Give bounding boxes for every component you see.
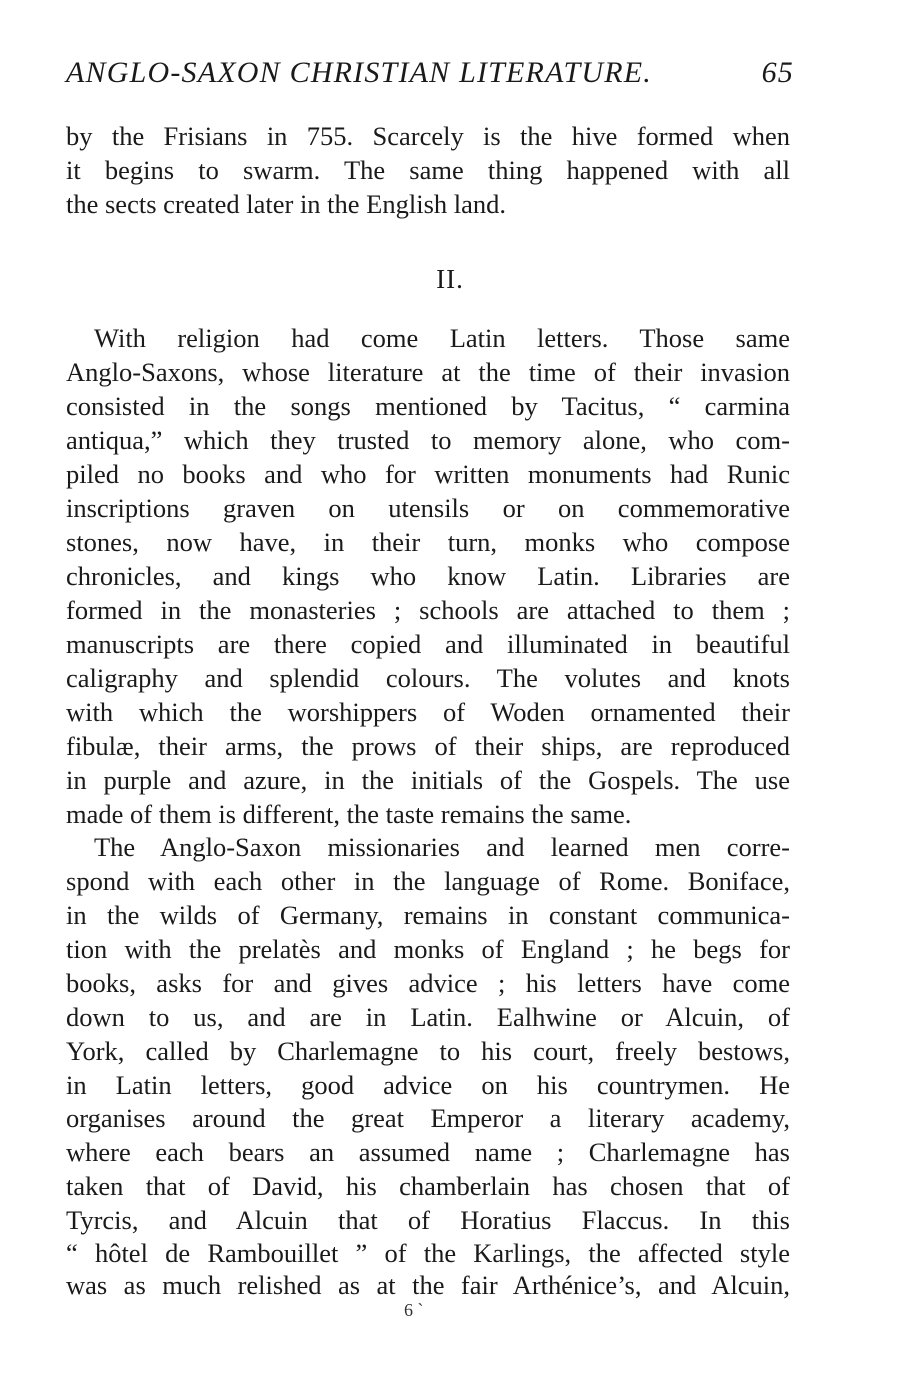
text-line: tion with the prelatès and monks of England ; he begs for xyxy=(66,934,790,964)
text-line: spond with each other in the language of Rome. Boniface, xyxy=(66,866,790,896)
text-line: chronicles, and kings who know Latin. Libraries are xyxy=(66,561,790,591)
page-number: 65 xyxy=(761,56,794,89)
text-line: The Anglo-Saxon missionaries and learned men corre- xyxy=(94,832,790,862)
text-line: Tyrcis, and Alcuin that of Horatius Flaccus. In this xyxy=(66,1205,790,1235)
text-line: inscriptions graven on utensils or on commemorative xyxy=(66,493,790,523)
section-heading: II. xyxy=(436,264,464,294)
text-line: was as much relished as at the fair Arthénice’s, and Alcuin, xyxy=(66,1270,790,1300)
text-line: in purple and azure, in the initials of the Gospels. The use xyxy=(66,765,790,795)
text-line: stones, now have, in their turn, monks who compose xyxy=(66,527,790,557)
text-line: consisted in the songs mentioned by Tacitus, “ carmina xyxy=(66,391,790,421)
text-line: in Latin letters, good advice on his countrymen. He xyxy=(66,1070,790,1100)
text-line: “ hôtel de Rambouillet ” of the Karlings, the affected style xyxy=(66,1238,790,1268)
text-line: books, asks for and gives advice ; his letters have come xyxy=(66,968,790,998)
text-line: antiqua,” which they trusted to memory alone, who com- xyxy=(66,425,790,455)
text-line: the sects created later in the English land. xyxy=(66,189,507,219)
text-line: caligraphy and splendid colours. The volutes and knots xyxy=(66,663,790,693)
text-line: organises around the great Emperor a literary academy, xyxy=(66,1103,790,1133)
text-line: manuscripts are there copied and illuminated in beautiful xyxy=(66,629,790,659)
signature-mark: 6 ˋ xyxy=(404,1300,424,1320)
running-title: ANGLO-SAXON CHRISTIAN LITERATURE. xyxy=(66,56,652,89)
text-line: it begins to swarm. The same thing happened with all xyxy=(66,155,790,185)
text-line: York, called by Charlemagne to his court, freely bestows, xyxy=(66,1036,790,1066)
text-line: with which the worshippers of Woden ornamented their xyxy=(66,697,790,727)
text-line: Anglo-Saxons, whose literature at the time of their invasion xyxy=(66,357,790,387)
text-line: down to us, and are in Latin. Ealhwine or Alcuin, of xyxy=(66,1002,790,1032)
text-line: in the wilds of Germany, remains in constant communica- xyxy=(66,900,790,930)
text-line: fibulæ, their arms, the prows of their ships, are reproduced xyxy=(66,731,790,761)
text-line: With religion had come Latin letters. Those same xyxy=(94,323,790,353)
text-line: formed in the monasteries ; schools are attached to them ; xyxy=(66,595,790,625)
text-line: taken that of David, his chamberlain has chosen that of xyxy=(66,1171,790,1201)
text-line: piled no books and who for written monuments had Runic xyxy=(66,459,790,489)
text-line: made of them is different, the taste remains the same. xyxy=(66,799,632,829)
text-line: where each bears an assumed name ; Charlemagne has xyxy=(66,1137,790,1167)
text-line: by the Frisians in 755. Scarcely is the hive formed when xyxy=(66,121,790,151)
running-head xyxy=(66,56,794,96)
